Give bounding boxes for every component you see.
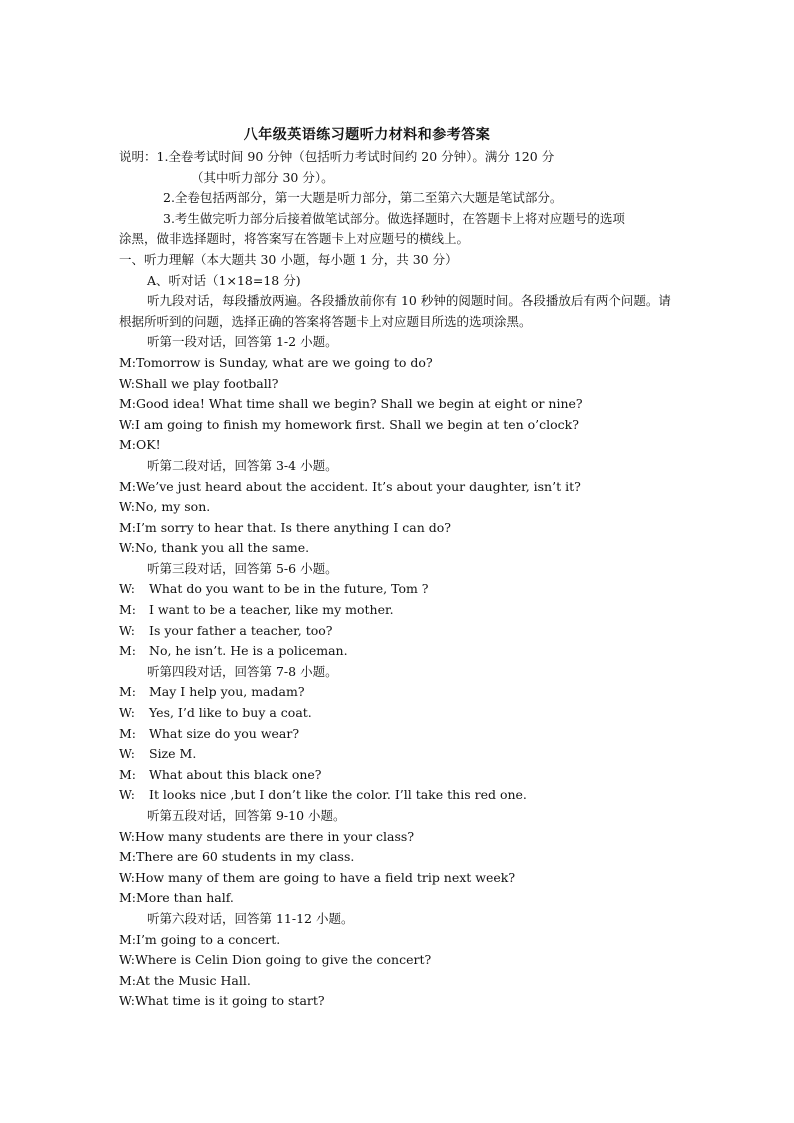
instructions: 听九段对话，每段播放两遍。各段播放前你有 10 秒钟的阅题时间。各段播放后有两个问题。请根据所听到的问题，选择正确的答案将答题卡上对应题目所选的选项涂黑。 (119, 293, 671, 329)
note-3a: 3.考生做完听力部分后接着做笔试部分。做选择题时，在答题卡上将对应题号的选项 (163, 210, 625, 226)
note-3b: 涂黑，做非选择题时，将答案写在答题卡上对应题号的横线上。 (119, 231, 470, 247)
speaker: M: (119, 602, 137, 618)
utterance: Yes, I’d like to buy a coat. (149, 705, 312, 721)
speaker: W: (119, 581, 135, 597)
utterance: Is your father a teacher, too? (149, 622, 333, 638)
utterance: What about this black one? (149, 766, 322, 782)
dialogue-line: M:There are 60 students in my class. (119, 849, 355, 865)
speaker: W: (119, 746, 135, 762)
dialogue-line: M:I’m sorry to hear that. Is there anything I can do? (119, 519, 451, 535)
dialogue-line: W:No, thank you all the same. (119, 540, 310, 556)
note-1b: （其中听力部分 30 分）。 (191, 169, 334, 185)
speaker: M: (119, 766, 137, 782)
speaker: M: (119, 725, 137, 741)
dialogue-line (119, 703, 679, 724)
dialogue-3-heading: 听第三段对话，回答第 5-6 小题。 (147, 560, 338, 576)
utterance: What do you want to be in the future, Tom ? (149, 581, 429, 597)
speaker: W: (119, 622, 135, 638)
document-title (0, 124, 794, 144)
speaker: M: (119, 643, 137, 659)
dialogue-line: M:We’ve just heard about the accident. It’s about your daughter, isn’t it? (119, 478, 581, 494)
title-text: 八年级英语练习题听力材料和参考答案 (243, 127, 491, 143)
dialogue-4-heading: 听第四段对话，回答第 7-8 小题。 (147, 663, 338, 679)
utterance: May I help you, madam? (149, 684, 305, 700)
dialogue-line: W:Shall we play football? (119, 375, 279, 391)
dialogue-line (119, 724, 679, 745)
dialogue-2-heading: 听第二段对话，回答第 3-4 小题。 (147, 457, 338, 473)
dialogue-line: M:I’m going to a concert. (119, 931, 281, 947)
dialogue-line: W:Where is Celin Dion going to give the concert? (119, 952, 432, 968)
dialogue-line (119, 682, 679, 703)
dialogue-line: M:At the Music Hall. (119, 972, 251, 988)
dialogue-1-heading: 听第一段对话，回答第 1-2 小题。 (147, 334, 338, 350)
dialogue-line (119, 641, 679, 662)
note-1: 说明：1.全卷考试时间 90 分钟（包括听力考试时间约 20 分钟）。满分 120 分 (119, 149, 555, 164)
dialogue-line: W:No, my son. (119, 499, 211, 515)
dialogue-line (119, 621, 679, 642)
dialogue-line (119, 785, 679, 806)
dialogue-line (119, 765, 679, 786)
dialogue-6-heading: 听第六段对话，回答第 11-12 小题。 (147, 910, 354, 926)
utterance: No, he isn’t. He is a policeman. (149, 643, 348, 659)
utterance: It looks nice ,but I don’t like the color. I’ll take this red one. (149, 787, 527, 803)
dialogue-line (119, 579, 679, 600)
speaker: W: (119, 787, 135, 803)
utterance: I want to be a teacher, like my mother. (149, 602, 394, 618)
dialogue-line: W:How many students are there in your class? (119, 828, 415, 844)
dialogue-line: M:Tomorrow is Sunday, what are we going to do? (119, 354, 433, 370)
dialogue-line: M:Good idea! What time shall we begin? Shall we begin at eight or nine? (119, 396, 583, 412)
utterance: What size do you wear? (149, 725, 300, 741)
speaker: W: (119, 705, 135, 721)
dialogue-line: M:More than half. (119, 890, 234, 906)
part-a-heading: A、听对话（1×18=18 分) (147, 272, 301, 288)
dialogue-line: W:How many of them are going to have a field trip next week? (119, 869, 516, 885)
dialogue-line: M:OK! (119, 437, 161, 453)
note-2: 2.全卷包括两部分，第一大题是听力部分，第二至第六大题是笔试部分。 (163, 190, 563, 206)
document-body (119, 147, 679, 1012)
dialogue-line (119, 744, 679, 765)
dialogue-5-heading: 听第五段对话，回答第 9-10 小题。 (147, 808, 346, 823)
dialogue-line: W:What time is it going to start? (119, 993, 325, 1009)
dialogue-line: W:I am going to finish my homework first. Shall we begin at ten o’clock? (119, 416, 579, 432)
speaker: M: (119, 684, 137, 700)
section-1-heading: 一、听力理解（本大题共 30 小题，每小题 1 分，共 30 分） (119, 251, 458, 267)
dialogue-line (119, 600, 679, 621)
utterance: Size M. (149, 746, 197, 762)
